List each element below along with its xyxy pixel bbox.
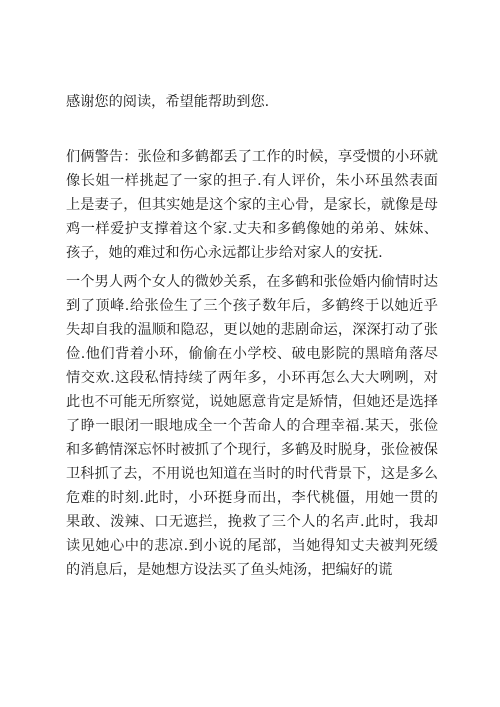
thanks-paragraph: 感谢您的阅读，希望能帮助到您.: [66, 94, 270, 110]
body-paragraph: 一个男人两个女人的微妙关系，在多鹤和张俭婚内偷情时达到了顶峰.给张俭生了三个孩子数年后，多鹤终于以她近乎失却自我的温顺和隐忍，更以她的悲剧命运，深深打动了张俭.他们背着小环，偷偷在小学校、破电影院的黑暗角落尽情交欢.这段私情持续了两年多，小环再怎么大大咧咧，对此也不可能无所察觉，说她愿意肯定是矫情，但她还是选择了睁一眼闭一眼地成全一个苦命人的合理幸福.某天，张俭和多鹤情深忘怀时被抓了个现行，多鹤及时脱身，张俭被保卫科抓了去，不用说也知道在当时的时代背景下，这是多么危难的时刻.此时，小环挺身而出，李代桃僵，用她一贯的果敢、泼辣、口无遮拦，挽救了三个人的名声.此时，我却读见她心中的悲凉.到小说的尾部，当她得知丈夫被判死缓的消息后，是她想方设法买了鱼头炖汤，把编好的谎: [66, 274, 438, 578]
warning-paragraph: 们俩警告：张俭和多鹤都丢了工作的时候，享受惯的小环就像长姐一样挑起了一家的担子.有人评价，朱小环虽然表面上是妻子，但其实她是这个家的主心骨，是家长，就像是母鸡一样爱护支撑着这个家.丈夫和多鹤像她的弟弟、妹妹、孩子，她的难过和伤心永远都让步给对家人的安抚.: [66, 149, 438, 261]
